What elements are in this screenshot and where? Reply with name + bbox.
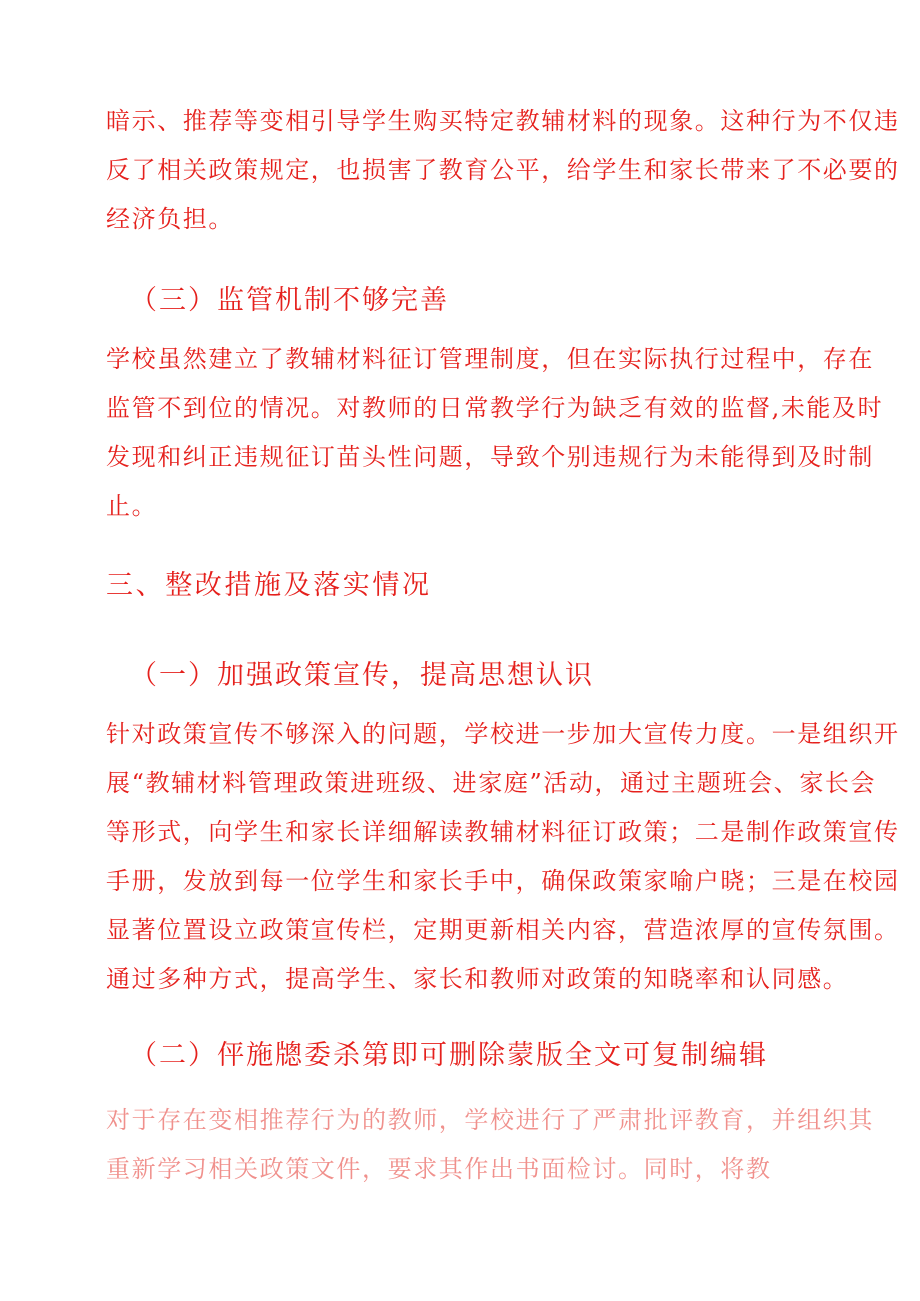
text-line: 展“教辅材料管理政策进班级、进家庭”活动，通过主题班会、家长会 bbox=[106, 769, 877, 797]
body-paragraph-faded bbox=[106, 1096, 874, 1194]
text-line: 反了相关政策规定，也损害了教育公平，给学生和家长带来了不必要的 bbox=[106, 156, 900, 184]
text-line: 对于存在变相推荐行为的教师，学校进行了严肃批评教育，并组织其 bbox=[106, 1106, 874, 1134]
text-line: 监管不到位的情况。对教师的日常教学行为缺乏有效的监督,未能及时 bbox=[106, 394, 884, 422]
section-heading-3: （三）监管机制不够完善 bbox=[130, 285, 449, 316]
text-line: 手册，发放到每一位学生和家长手中，确保政策家喻户晓；三是在校园 bbox=[106, 867, 900, 895]
text-line: 通过多种方式，提高学生、家长和教师对政策的知晓率和认同感。 bbox=[106, 965, 849, 993]
text-line: 等形式，向学生和家长详细解读教辅材料征订政策；二是制作政策宣传 bbox=[106, 818, 900, 846]
text-line: 止。 bbox=[106, 492, 158, 520]
body-paragraph bbox=[106, 710, 900, 1004]
text-line: 暗示、推荐等变相引导学生购买特定教辅材料的现象。这种行为不仅违 bbox=[106, 107, 900, 135]
section-heading-1: （一）加强政策宣传，提高思想认识 bbox=[130, 660, 594, 691]
text-line: 针对政策宣传不够深入的问题，学校进一步加大宣传力度。一是组织开 bbox=[106, 720, 900, 748]
text-line: 学校虽然建立了教辅材料征订管理制度，但在实际执行过程中，存在 bbox=[106, 345, 874, 373]
text-line: 发现和纠正违规征订苗头性问题，导致个别违规行为未能得到及时制 bbox=[106, 443, 874, 471]
text-line: 重新学习相关政策文件，要求其作出书面检讨。同时，将教 bbox=[106, 1155, 772, 1183]
section-heading-2: （二）伻施牕委杀第即可删除蒙版全文可复制编辑 bbox=[130, 1040, 768, 1071]
body-paragraph bbox=[106, 97, 900, 244]
body-paragraph bbox=[106, 335, 884, 531]
chapter-heading: 三、整改措施及落实情况 bbox=[106, 570, 432, 601]
text-line: 显著位置设立政策宣传栏，定期更新相关内容，营造浓厚的宣传氛围。 bbox=[106, 916, 900, 944]
text-line: 经济负担。 bbox=[106, 205, 234, 233]
